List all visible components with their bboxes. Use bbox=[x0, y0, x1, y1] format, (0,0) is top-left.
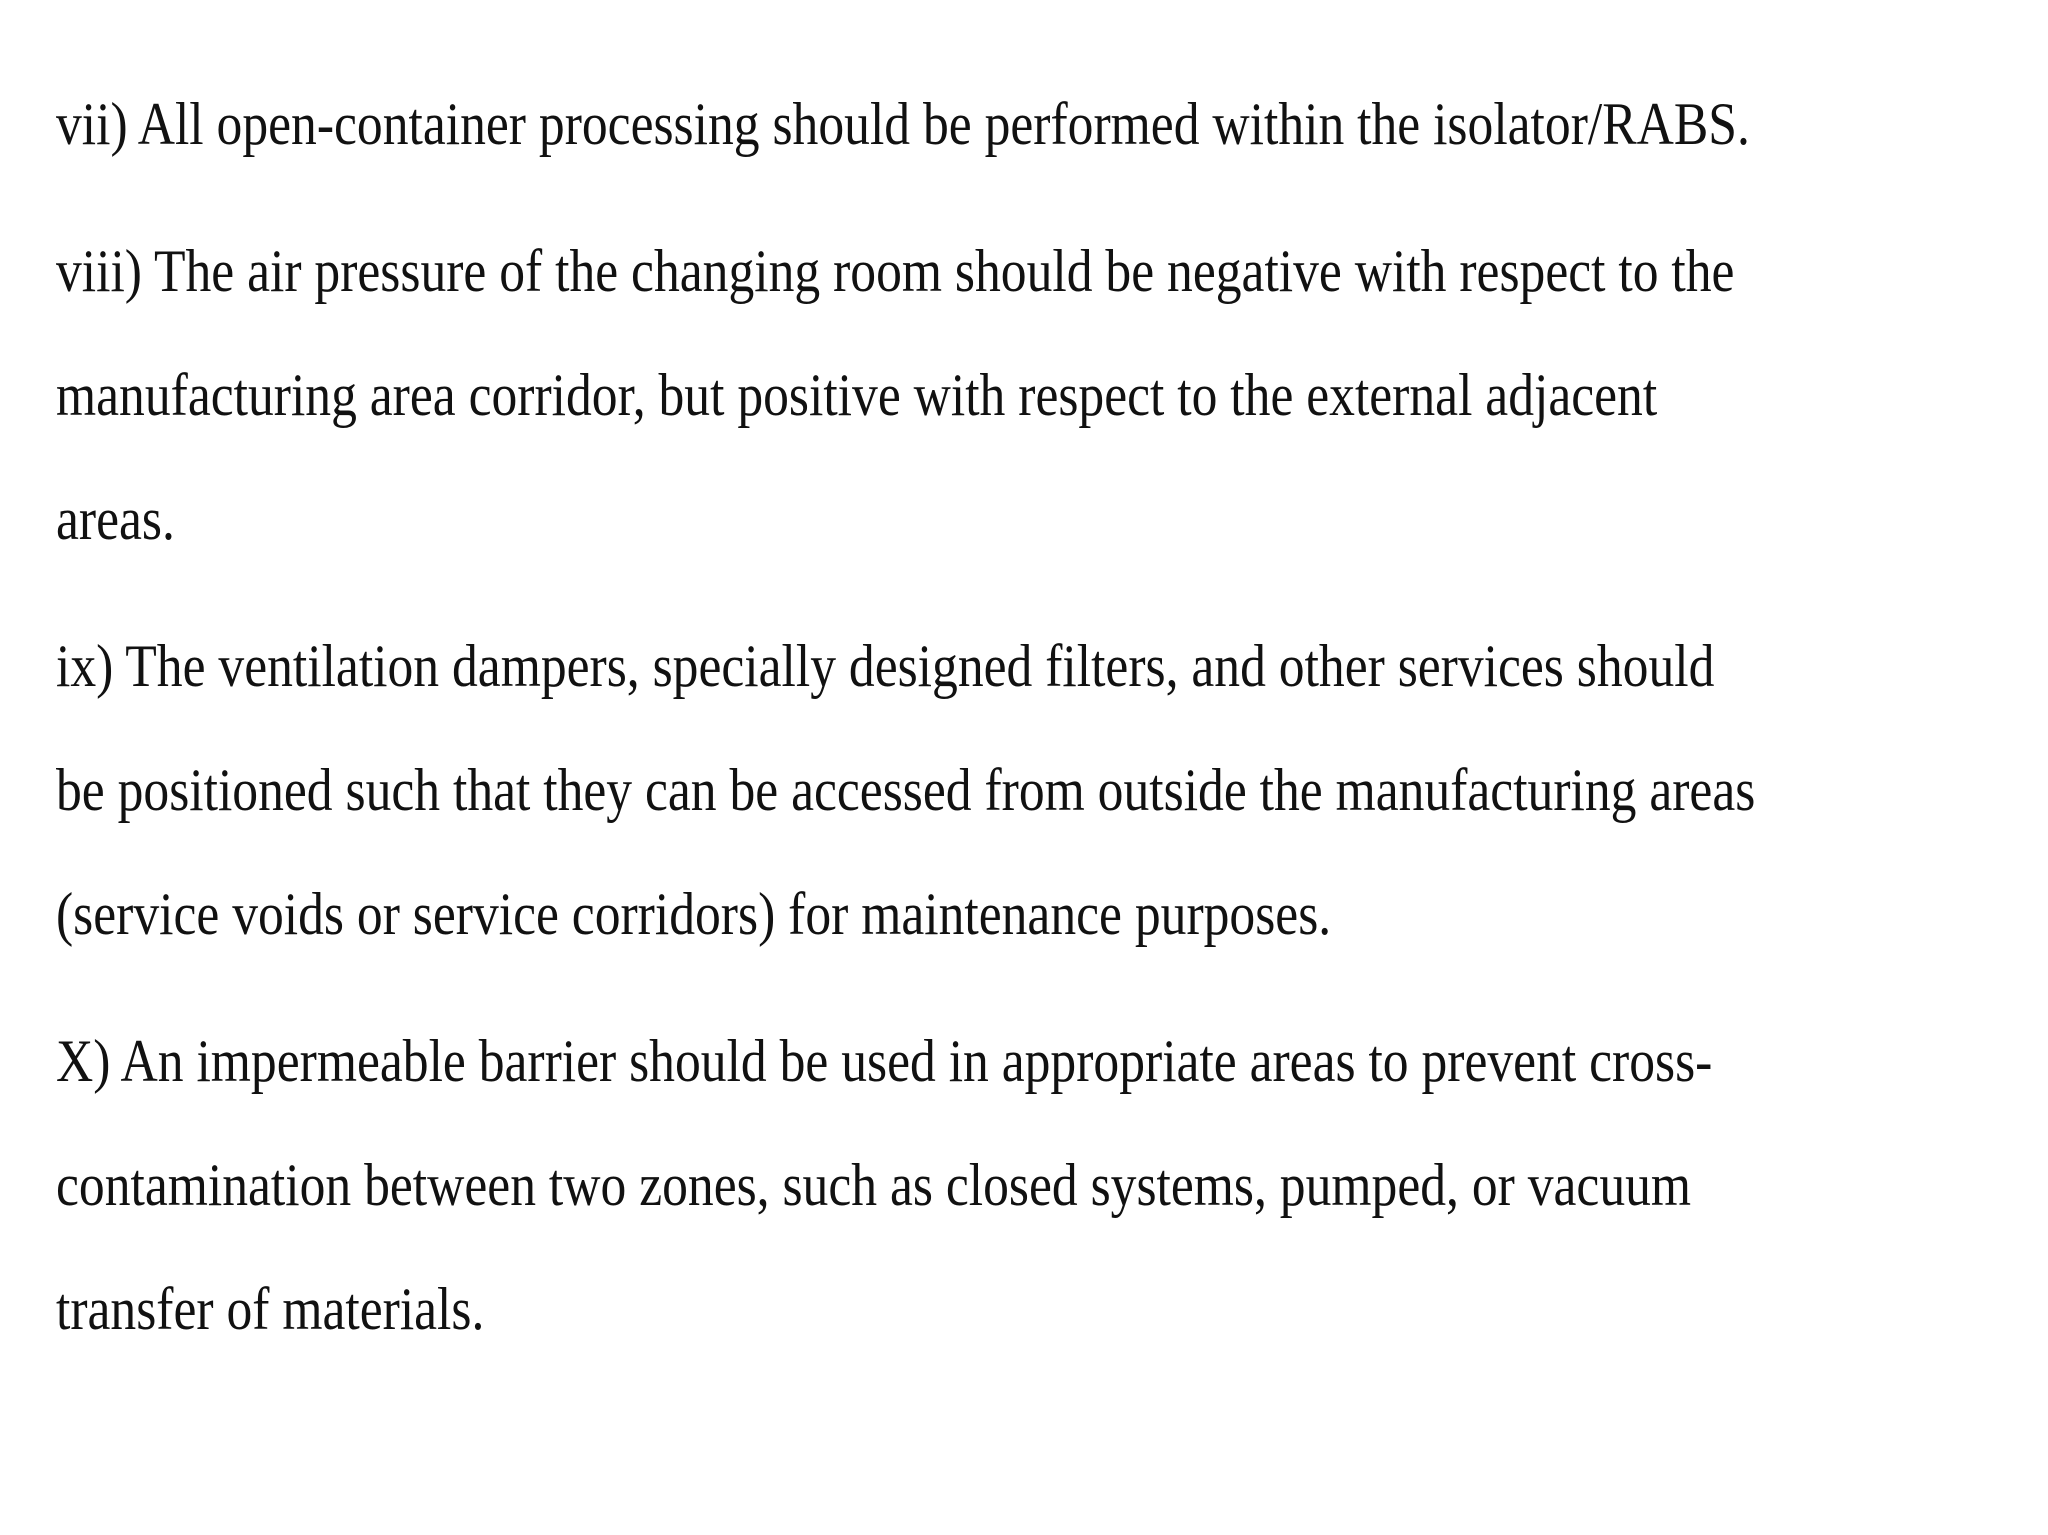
text-line: (service voids or service corridors) for maintenance purposes. bbox=[56, 881, 1332, 947]
text-line: vii) All open-container processing should be performed within the isolator/RABS. bbox=[56, 91, 1750, 157]
text-line: viii) The air pressure of the changing room should be negative with respect to the bbox=[56, 238, 1735, 304]
text-line: transfer of materials. bbox=[56, 1276, 485, 1342]
text-line: X) An impermeable barrier should be used in appropriate areas to prevent cross- bbox=[56, 1028, 1713, 1094]
paragraph-ix bbox=[56, 630, 1756, 950]
text-line: be positioned such that they can be accessed from outside the manufacturing areas bbox=[56, 757, 1756, 823]
text-line: ix) The ventilation dampers, specially designed filters, and other services should bbox=[56, 633, 1715, 699]
paragraph-vii bbox=[56, 88, 1750, 160]
text-line: manufacturing area corridor, but positive with respect to the external adjacent bbox=[56, 362, 1658, 428]
paragraph-viii bbox=[56, 235, 1735, 555]
text-line: areas. bbox=[56, 486, 175, 552]
document-body bbox=[56, 88, 1756, 1345]
paragraph-x bbox=[56, 1025, 1713, 1345]
text-line: contamination between two zones, such as closed systems, pumped, or vacuum bbox=[56, 1152, 1692, 1218]
